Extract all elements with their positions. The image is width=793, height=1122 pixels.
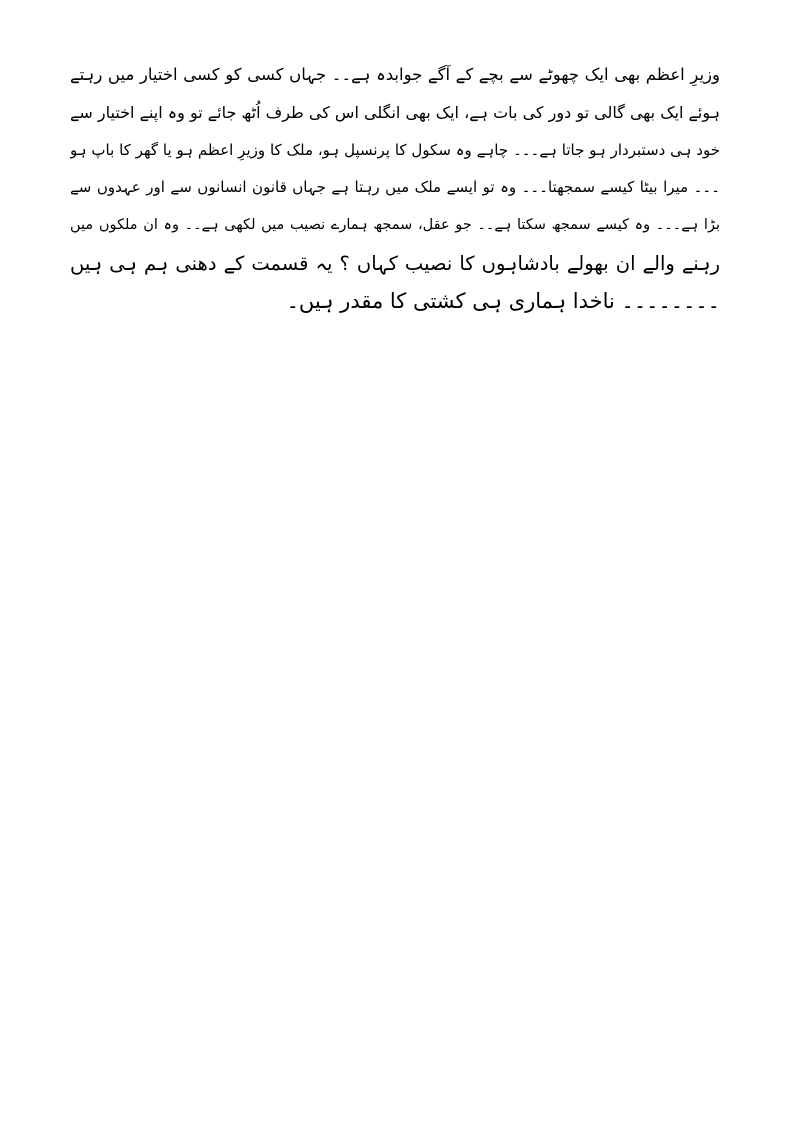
paragraph-line-5: بڑا ہے۔۔۔ وہ کیسے سمجھ سکتا ہے۔۔ جو عقل، سمجھ ہمارے نصیب میں لکھی ہے۔۔ وہ ان ملکوں میں [70, 217, 720, 234]
paragraph-line-6: رہنے والے ان بھولے بادشاہوں کا نصیب کہاں ؟ یہ قسمت کے دھنی ہم ہی ہیں [70, 251, 720, 275]
paragraph-line-4: ۔۔۔ میرا بیٹا کیسے سمجھتا۔۔۔ وہ تو ایسے ملک میں رہتا ہے جہاں قانون انسانوں سے اور عہدوں سے [70, 178, 720, 197]
urdu-paragraph [70, 56, 720, 321]
paragraph-line-3: خود ہی دستبردار ہو جاتا ہے۔۔۔ چاہے وہ سکول کا پرنسپل ہو، ملک کا وزیرِ اعظم ہو یا گھر کا باپ ہو [70, 140, 720, 159]
paragraph-line-2: ہوئے ایک بھی گالی تو دور کی بات ہے، ایک بھی انگلی اس کی طرف اُٹھ جائے تو وہ اپنے اختیار سے [70, 102, 720, 122]
paragraph-line-1: وزیرِ اعظم بھی ایک چھوٹے سے بچے کے آگے جوابدہ ہے۔۔ جہاں کسی کو کسی اختیار میں رہتے [70, 65, 720, 84]
paragraph-line-7: ۔۔۔۔۔۔۔۔ ناخدا ہماری ہی کشتی کا مقدر ہیں۔ [286, 288, 720, 313]
